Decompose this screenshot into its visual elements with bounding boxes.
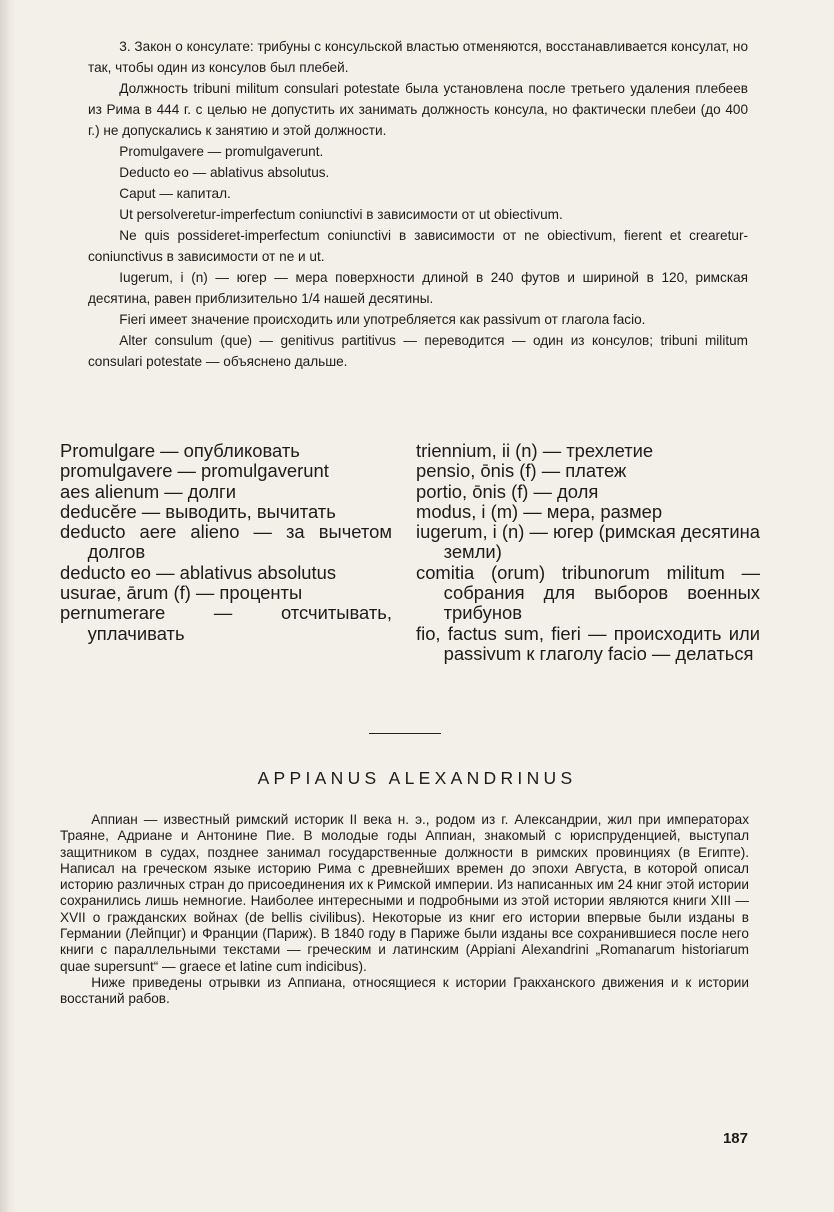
note-paragraph: Promulgavere — promulgaverunt. xyxy=(119,144,324,159)
vocabulary-entry: deducto eo — ablativus absolutus xyxy=(60,561,337,583)
note-paragraph: Ne quis possideret-imperfectum coniunctivi в зависимости от ne obiectivum, fierent et crearetur-coniunctivus в зависимости от ne и ut. xyxy=(88,228,748,264)
vocabulary-entry: portio, ōnis (f) — доля xyxy=(416,480,599,502)
vocabulary-entry: iugerum, i (n) — югер (римская десятина земли) xyxy=(416,521,761,563)
section-title: APPIANUS ALEXANDRINUS xyxy=(257,768,577,788)
page-number: 187 xyxy=(722,1130,748,1147)
note-paragraph: Ut persolveretur-imperfectum coniunctivi в зависимости от ut obiectivum. xyxy=(119,207,563,222)
note-paragraph: 3. Закон о консулате: трибуны с консульской властью отменяются, восстанавливается консулат, но так, чтобы один из консулов был плебей. xyxy=(88,39,748,75)
note-paragraph: Caput — капитал. xyxy=(119,186,231,201)
vocabulary-entry: triennium, ii (n) — трехлетие xyxy=(416,440,654,461)
intro-paragraph: Аппиан — известный римский историк II века н. э., родом из г. Александрии, жил при императорах Траяне, Адриане и Антонине Пие. В молодые годы Аппиан, знакомый с юриспруденцией, выступал защитником в судах, позднее занимал государственные должности в римских провинциях (в Египте). Написал на греческом языке историю Рима с древнейших времен до эпохи Августа, в которой описал историю различных стран до присоединения их к Римской империи. Из написанных им 24 книг этой истории сохранились лишь немногие. Наиболее интересными и подробными из этой истории являются книги XIII — XVII о гражданских войнах (de bellis civilibus). Некоторые из книг его истории впервые были изданы в Германии (Лейпциг) и Франции (Париж). В 1840 году в Париже были изданы все сохранившиеся после него книги с параллельными текстами — греческим и латинским (Appiani Alexandrini „Romanarum historiarum quae supersunt“ — graece et latine cum indicibus). xyxy=(60,812,749,974)
vocabulary-entry: usurae, ārum (f) — проценты xyxy=(60,582,303,604)
author-introduction xyxy=(60,812,749,1008)
note-paragraph: Должность tribuni militum consulari potestate была установлена после третьего удаления плебеев из Рима в 444 г. с целью не допустить их занимать должность консула, но фактически плебеи (до 400 г.) не допускались к занятию и этой должности. xyxy=(88,81,748,138)
vocabulary-entry: fio, factus sum, fieri — происходить или passivum к глаголу facio — делаться xyxy=(416,622,760,664)
note-paragraph: Fieri имеет значение происходить или употребляется как passivum от глагола facio. xyxy=(119,312,646,327)
vocabulary-entry: comitia (orum) tribunorum militum — собрания для выборов военных трибунов xyxy=(416,561,760,624)
note-paragraph: Deducto eo — ablativus absolutus. xyxy=(119,165,330,180)
vocabulary-entry: deducĕre — выводить, вычитать xyxy=(60,500,336,522)
note-paragraph: Alter consulum (que) — genitivus partitivus — переводится — один из консулов; tribuni militum consulari potestate — объяснено дальше. xyxy=(88,333,748,369)
vocabulary-column-right xyxy=(416,441,760,664)
page-edge-shadow xyxy=(0,0,16,1212)
vocabulary-column-left xyxy=(60,441,392,664)
intro-paragraph: Ниже приведены отрывки из Аппиана, относящиеся к истории Гракханского движения и к истории восстаний рабов. xyxy=(60,974,749,1007)
vocabulary-entry: deducto aere alieno — за вычетом долгов xyxy=(60,521,392,563)
vocabulary-entry: modus, i (m) — мера, размер xyxy=(416,500,663,522)
vocabulary-entry: aes alienum — долги xyxy=(60,480,237,502)
note-paragraph: Iugerum, i (n) — югер — мера поверхности длиной в 240 футов и шириной в 120, римская десятина, равен приблизительно 1/4 нашей десятины. xyxy=(88,270,748,306)
vocabulary-entry: pensio, ōnis (f) — платеж xyxy=(416,460,627,482)
vocabulary-list xyxy=(60,441,760,664)
vocabulary-entry: pernumerare — отсчитывать, уплачивать xyxy=(60,602,392,644)
vocabulary-entry: promulgavere — promulgaverunt xyxy=(60,460,329,482)
vocabulary-entry: Promulgare — опубликовать xyxy=(60,440,300,461)
commentary-notes xyxy=(88,36,748,372)
section-divider xyxy=(369,733,441,734)
